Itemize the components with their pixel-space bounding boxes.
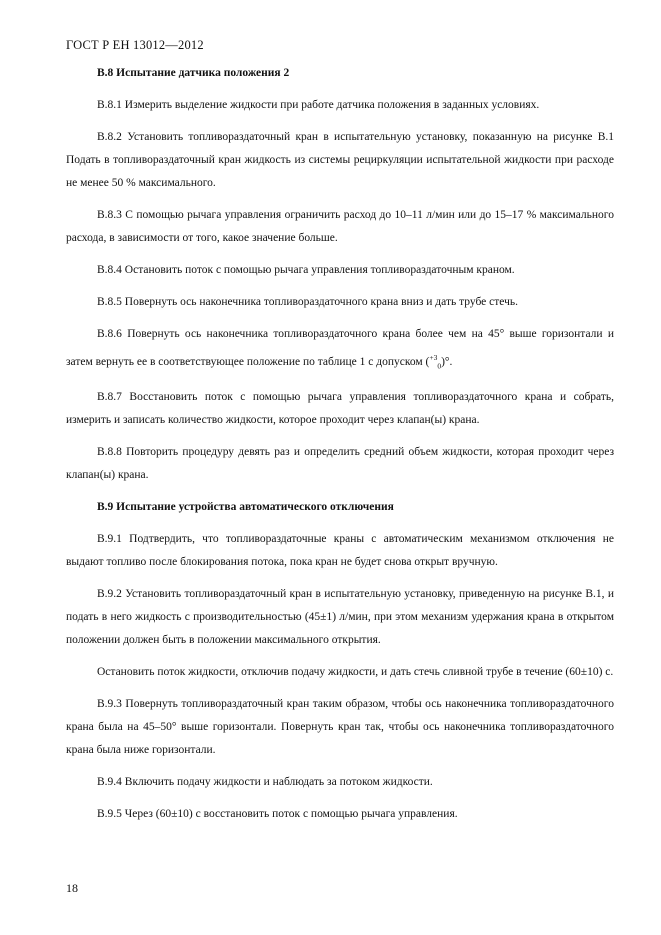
document-header: ГОСТ Р ЕН 13012—2012 bbox=[66, 38, 204, 52]
paragraph-b8-6 bbox=[66, 323, 614, 377]
paragraph-b8-7: В.8.7 Восстановить поток с помощью рычага управления топливораздаточного крана и собрать, измерить и записать количество жидкости, которое проходит через клапан(ы) крана. bbox=[66, 391, 614, 427]
page-number: 18 bbox=[66, 881, 78, 895]
paragraph-b8-2: В.8.2 Установить топливораздаточный кран в испытательную установку, показанную на рисунке В.1 Подать в топливораздаточный кран жидкость из системы рециркуляции испытательной жидкости при расходе не менее 50 % максимального. bbox=[66, 131, 614, 189]
paragraph-b8-5: В.8.5 Повернуть ось наконечника топливораздаточного крана вниз и дать трубе стечь. bbox=[97, 296, 518, 308]
paragraph-b8-6-end: )°. bbox=[441, 355, 453, 368]
paragraph-b8-6-text: В.8.6 Повернуть ось наконечника топливораздаточного крана более чем на 45° выше горизонтали и затем вернуть ее в соответствующее положение по таблице 1 с допуском ( bbox=[66, 328, 614, 368]
paragraph-b9-1: В.9.1 Подтвердить, что топливораздаточные краны с автоматическим механизмом отключения не выдают топливо после блокирования потока, пока кран не будет снова открыт вручную. bbox=[66, 533, 614, 569]
section-b8-title: В.8 Испытание датчика положения 2 bbox=[97, 67, 290, 79]
paragraph-b8-4: В.8.4 Остановить поток с помощью рычага управления топливораздаточным краном. bbox=[97, 264, 515, 276]
paragraph-b8-8: В.8.8 Повторить процедуру девять раз и определить средний объем жидкости, которая проходит через клапан(ы) крана. bbox=[66, 446, 614, 482]
paragraph-b9-2b: Остановить поток жидкости, отключив подачу жидкости, и дать стечь сливной трубе в течение (60±10) с. bbox=[97, 666, 614, 679]
paragraph-b8-1: В.8.1 Измерить выделение жидкости при работе датчика положения в заданных условиях. bbox=[97, 99, 540, 111]
tolerance-upper: +3 bbox=[429, 353, 438, 362]
paragraph-b9-5: В.9.5 Через (60±10) с восстановить поток с помощью рычага управления. bbox=[97, 808, 458, 821]
paragraph-b9-2: В.9.2 Установить топливораздаточный кран в испытательную установку, приведенную на рисунке В.1, и подать в него жидкость с производительностью (45±1) л/мин, при этом механизм удержания крана в открытом положении должен быть в положении максимального открытия. bbox=[66, 588, 614, 647]
tolerance-lower: 0 bbox=[437, 361, 442, 371]
paragraph-b9-4: В.9.4 Включить подачу жидкости и наблюдать за потоком жидкости. bbox=[97, 776, 433, 789]
paragraph-b9-3: В.9.3 Повернуть топливораздаточный кран таким образом, чтобы ось наконечника топливораздаточного крана была на 45–50° выше горизонтали. Повернуть кран так, чтобы ось наконечника топливораздаточного крана была ниже горизонтали. bbox=[66, 698, 614, 757]
paragraph-b8-3: В.8.3 С помощью рычага управления ограничить расход до 10–11 л/мин или до 15–17 % максимального расхода, в зависимости от того, какое значение больше. bbox=[66, 209, 614, 244]
page-content bbox=[66, 62, 614, 835]
section-b9-title: В.9 Испытание устройства автоматического отключения bbox=[97, 501, 394, 514]
tolerance-value bbox=[429, 353, 442, 371]
